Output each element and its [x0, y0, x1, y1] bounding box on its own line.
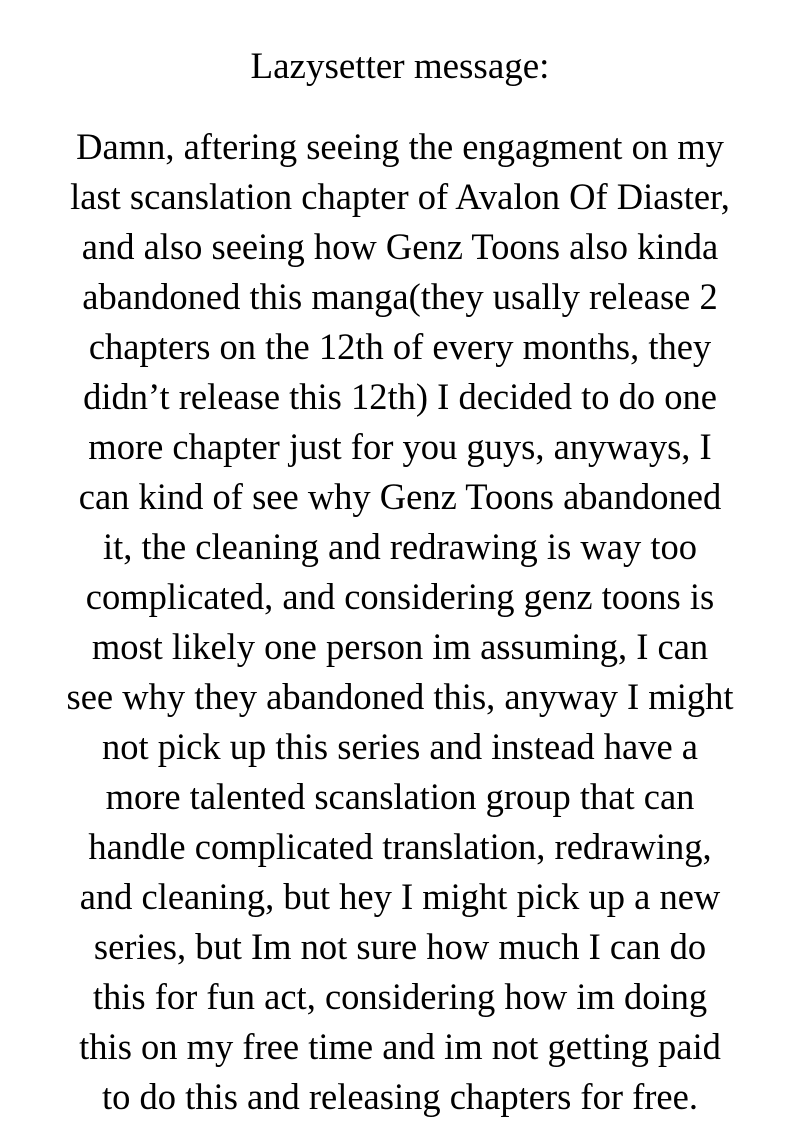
- message-line: abandoned this manga(they usally release 2: [82, 276, 718, 317]
- message-line: handle complicated translation, redrawing,: [88, 826, 712, 867]
- message-line: chapters on the 12th of every months, they: [88, 326, 712, 367]
- message-line: Damn, aftering seeing the engagment on my: [76, 126, 724, 167]
- message-line: complicated, and considering genz toons is: [85, 576, 715, 617]
- message-line: series, but Im not sure how much I can do: [93, 926, 707, 967]
- message-line: more talented scanslation group that can: [105, 776, 695, 817]
- message-body: [10, 122, 790, 1122]
- message-line: more chapter just for you guys, anyways, I: [88, 426, 712, 467]
- message-line: can kind of see why Genz Toons abandoned: [78, 476, 722, 517]
- message-line: and also seeing how Genz Toons also kinda: [81, 226, 719, 267]
- message-line: didn’t release this 12th) I decided to do one: [83, 376, 717, 417]
- message-line: it, the cleaning and redrawing is way too: [103, 526, 697, 567]
- message-line: this on my free time and im not getting paid: [79, 1026, 721, 1067]
- message-line: most likely one person im assuming, I can: [91, 626, 709, 667]
- message-line: to do this and releasing chapters for free.: [102, 1076, 698, 1117]
- message-line: not pick up this series and instead have a: [101, 726, 698, 767]
- message-line: and cleaning, but hey I might pick up a new: [79, 876, 721, 917]
- message-line: see why they abandoned this, anyway I might: [66, 676, 734, 717]
- message-line: last scanslation chapter of Avalon Of Diaster,: [70, 176, 730, 217]
- message-title: Lazysetter message:: [250, 46, 550, 87]
- message-line: this for fun act, considering how im doing: [92, 976, 708, 1017]
